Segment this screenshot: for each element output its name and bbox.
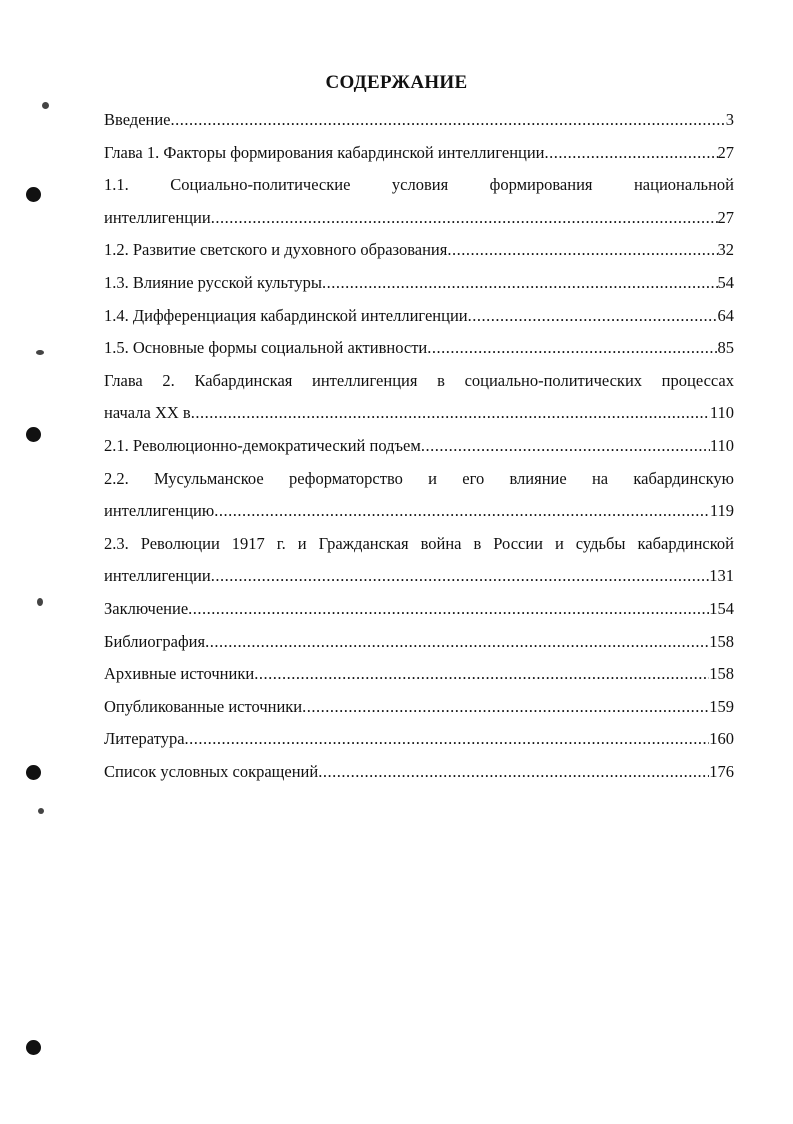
toc-entry [104,463,734,496]
toc-entry-page: 64 [717,305,734,325]
toc-entry-text: 2.2. Мусульманское реформаторство и его влияние на кабардинскую [104,468,734,488]
leader-dots [254,658,709,691]
toc-entry [104,626,734,659]
table-of-contents [104,104,734,788]
leader-dots [211,202,718,235]
toc-entry [104,593,734,626]
leader-dots [545,137,718,170]
toc-entry-page: 158 [709,631,734,651]
leader-dots [318,756,709,789]
toc-entry [104,756,734,789]
toc-entry-page: 160 [709,729,734,749]
toc-entry [104,397,734,430]
toc-entry-page: 119 [709,501,734,521]
toc-entry-text: 1.4. Дифференциация кабардинской интеллигенции [104,305,468,325]
leader-dots [185,723,710,756]
toc-entry-page: 159 [709,696,734,716]
leader-dots [211,560,710,593]
toc-entry-text: интеллигенции [104,566,211,586]
toc-entry-page: 110 [709,435,734,455]
toc-entry-page: 54 [717,272,734,292]
leader-dots [468,300,718,333]
toc-entry-page: 27 [717,142,734,162]
punch-hole-3 [26,765,41,780]
leader-dots [421,430,710,463]
toc-entry [104,528,734,561]
toc-entry-page: 154 [709,598,734,618]
toc-entry-text: Архивные источники [104,664,255,684]
toc-entry-text: 1.5. Основные формы социальной активности [104,338,428,358]
toc-entry-page: 158 [709,664,734,684]
leader-dots [302,691,709,724]
toc-entry-text: начала XX в [104,403,191,423]
toc-entry [104,104,734,137]
scan-speck [42,102,49,109]
toc-entry-text: 1.3. Влияние русской культуры [104,272,322,292]
toc-entry-text: Глава 1. Факторы формирования кабардинской интеллигенции [104,142,545,162]
leader-dots [214,495,710,528]
toc-entry-text: 1.1. Социально-политические условия формирования национальной [104,175,734,195]
toc-entry [104,169,734,202]
toc-entry-text: интеллигенцию [104,501,215,521]
toc-entry-page: 3 [725,110,734,129]
toc-entry-page: 176 [709,761,734,781]
leader-dots [427,332,717,365]
scan-speck [37,598,43,606]
toc-entry [104,430,734,463]
scan-speck [36,350,44,355]
toc-entry-text: Библиография [104,631,206,651]
toc-entry-text: Введение [104,110,171,129]
page-title: СОДЕРЖАНИЕ [325,72,468,93]
toc-entry [104,495,734,528]
toc-entry [104,332,734,365]
leader-dots [205,626,709,659]
toc-entry-page: 131 [709,566,734,586]
punch-hole-2 [26,427,41,442]
toc-entry [104,560,734,593]
toc-entry-text: 2.3. Революции 1917 г. и Гражданская война в России и судьбы кабардинской [104,533,734,553]
toc-entry [104,137,734,170]
toc-entry-text: Глава 2. Кабардинская интеллигенция в социально-политических процессах [104,370,734,390]
toc-entry-text: Заключение [104,598,189,618]
leader-dots [447,234,717,267]
toc-entry [104,300,734,333]
toc-entry-page: 32 [717,240,734,260]
toc-entry [104,267,734,300]
toc-entry-page: 27 [717,207,734,227]
toc-entry [104,691,734,724]
toc-entry [104,234,734,267]
toc-entry [104,658,734,691]
toc-entry [104,723,734,756]
scan-speck [38,808,44,814]
leader-dots [171,104,726,137]
leader-dots [191,397,710,430]
leader-dots [188,593,709,626]
toc-entry-page: 85 [717,338,734,358]
toc-entry-text: 2.1. Революционно-демократический подъем [104,435,421,455]
punch-hole-4 [26,1040,41,1055]
toc-entry-text: Список условных сокращений [104,761,319,781]
toc-entry-text: интеллигенции [104,207,211,227]
toc-entry-text: 1.2. Развитие светского и духовного образования [104,240,448,260]
toc-entry-text: Опубликованные источники [104,696,303,716]
toc-entry-text: Литература [104,729,185,749]
punch-hole-1 [26,187,41,202]
toc-entry-page: 110 [709,403,734,423]
toc-entry [104,365,734,398]
toc-entry [104,202,734,235]
leader-dots [322,267,718,300]
